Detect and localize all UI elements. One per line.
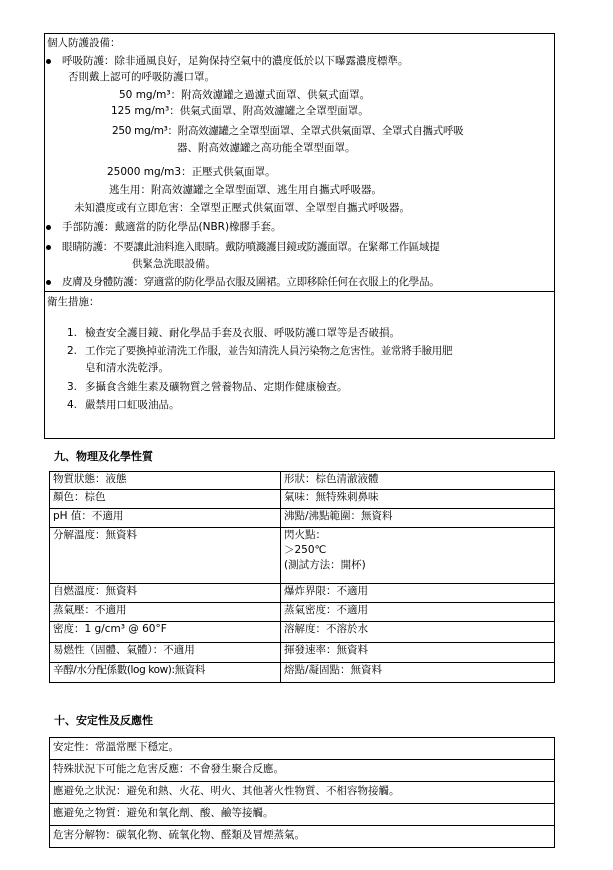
table-row xyxy=(50,472,555,490)
table-cell: 揮發速率：無資料 xyxy=(281,643,555,663)
conc-50: 50 mg/m³：附高效濾罐之過濾式面罩、供氣式面罩。 xyxy=(119,89,371,101)
stability-table xyxy=(49,737,555,848)
respiratory-line xyxy=(62,54,409,68)
conc-250-b: 器、附高效濾罐之高功能全罩型面罩。 xyxy=(177,142,356,154)
hand-protection: 手部防護：戴適當的防化學品(NBR)橡膠手套。 xyxy=(62,221,282,233)
table-row xyxy=(50,509,555,528)
hygiene-item-2-a: 工作完了要換掉並清洗工作服，並告知清洗人員污染物之危害性。並常將手臉用肥 xyxy=(85,345,453,357)
table-cell: 蒸氣壓：不適用 xyxy=(50,603,281,622)
hygiene-item-3-num: 3. xyxy=(67,381,78,393)
table-cell: 沸點/沸點範圍：無資料 xyxy=(281,509,555,528)
hygiene-item-4: 嚴禁用口虹吸油品。 xyxy=(85,399,180,411)
table-cell: 蒸氣密度：不適用 xyxy=(281,603,555,622)
table-row xyxy=(50,782,555,804)
table-cell: 物質狀態：液態 xyxy=(50,472,281,490)
table-cell: 安定性：常溫常壓下穩定。 xyxy=(50,738,555,760)
hygiene-item-3: 多攝食含維生素及礦物質之營養物品、定期作健康檢查。 xyxy=(85,381,348,393)
respiratory-text: 除非通風良好，足夠保持空氣中的濃度低於以下曝露濃度標準。 xyxy=(114,55,409,67)
hygiene-item-2-num: 2. xyxy=(67,345,78,357)
table-cell: 分解溫度：無資料 xyxy=(50,528,281,584)
bullet-eye xyxy=(46,245,51,250)
table-row xyxy=(50,528,555,584)
properties-table xyxy=(49,471,555,683)
table-row xyxy=(50,490,555,509)
table-row xyxy=(50,760,555,782)
table-cell: 爆炸界限：不適用 xyxy=(281,584,555,603)
flash-point-method: (測試方法：開杯) xyxy=(284,559,366,571)
conc-125: 125 mg/m³：供氣式面罩、附高效濾罐之全罩型面罩。 xyxy=(111,105,369,117)
hygiene-heading: 衛生措施： xyxy=(47,296,100,308)
table-row xyxy=(50,826,555,848)
table-row xyxy=(50,622,555,643)
table-row xyxy=(50,663,555,683)
escape-line: 逃生用：附高效濾罐之全罩型面罩、逃生用自攜式呼吸器。 xyxy=(109,184,382,196)
table-cell: 危害分解物：碳氧化物、硫氧化物、醛類及冒煙蒸氣。 xyxy=(50,826,555,848)
table-cell: 熔點/凝固點：無資料 xyxy=(281,663,555,683)
respiratory-label: 呼吸防護： xyxy=(62,55,115,67)
skin-protection: 皮膚及身體防護：穿適當的防化學品衣服及圍裙。立即移除任何在衣服上的化學品。 xyxy=(62,276,440,288)
table-row xyxy=(50,643,555,663)
table-cell: 應避免之物質：避免和氧化劑、酸、鹼等接觸。 xyxy=(50,804,555,826)
table-cell: 溶解度：不溶於水 xyxy=(281,622,555,643)
eye-protection-b: 供緊急洗眼設備。 xyxy=(132,258,216,270)
table-cell: pH 值：不適用 xyxy=(50,509,281,528)
table-cell: 辛醇/水分配係數(log kow):無資料 xyxy=(50,663,281,683)
conc-25000: 25000 mg/m3：正壓式供氣面罩。 xyxy=(107,166,276,178)
flash-point-value: ＞250℃ xyxy=(284,544,327,556)
eye-protection-a: 眼睛防護：不要讓此油料進入眼睛。戴防噴濺護目鏡或防護面罩。在緊鄰工作區域提 xyxy=(62,241,440,253)
table-row xyxy=(50,738,555,760)
table-cell: 顏色：棕色 xyxy=(50,490,281,509)
bullet-hand xyxy=(46,225,51,230)
table-cell: 自燃溫度：無資料 xyxy=(50,584,281,603)
ppe-heading: 個人防護設備： xyxy=(47,37,121,49)
table-cell: 應避免之狀況：避免和熱、火花、明火、其他著火性物質、不相容物接觸。 xyxy=(50,782,555,804)
table-cell: 形狀：棕色清澈液體 xyxy=(281,472,555,490)
flash-point-cell xyxy=(281,528,555,584)
section9-title: 九、物理及化學性質 xyxy=(54,450,153,463)
bullet-respiratory xyxy=(46,59,51,64)
hygiene-item-2-b: 皂和清水洗乾淨。 xyxy=(85,362,169,374)
table-row xyxy=(50,603,555,622)
table-cell: 特殊狀況下可能之危害反應：不會發生聚合反應。 xyxy=(50,760,555,782)
bullet-skin xyxy=(46,280,51,285)
table-cell: 易燃性（固體、氣體）：不適用 xyxy=(50,643,281,663)
section10-title: 十、安定性及反應性 xyxy=(54,714,153,727)
unknown-conc-line: 未知濃度或有立即危害：全罩型正壓式供氣面罩、全罩型自攜式呼吸器。 xyxy=(74,202,410,214)
hygiene-item-1-num: 1. xyxy=(67,327,78,339)
table-cell: 密度：1 g/cm³ @ 60°F xyxy=(50,622,281,643)
flash-point-label: 閃火點： xyxy=(284,529,326,541)
table-cell: 氣味：無特殊刺鼻味 xyxy=(281,490,555,509)
table-row xyxy=(50,804,555,826)
hygiene-item-1: 檢查安全護目鏡、耐化學品手套及衣服、呼吸防護口罩等是否破損。 xyxy=(85,327,400,339)
hygiene-item-4-num: 4. xyxy=(67,399,78,411)
respiratory-cont: 否則戴上認可的呼吸防護口罩。 xyxy=(68,71,215,83)
table-row xyxy=(50,584,555,603)
conc-250-a: 250 mg/m³：附高效濾罐之全罩型面罩、全罩式供氣面罩、全罩式自攜式呼吸 xyxy=(112,125,464,137)
